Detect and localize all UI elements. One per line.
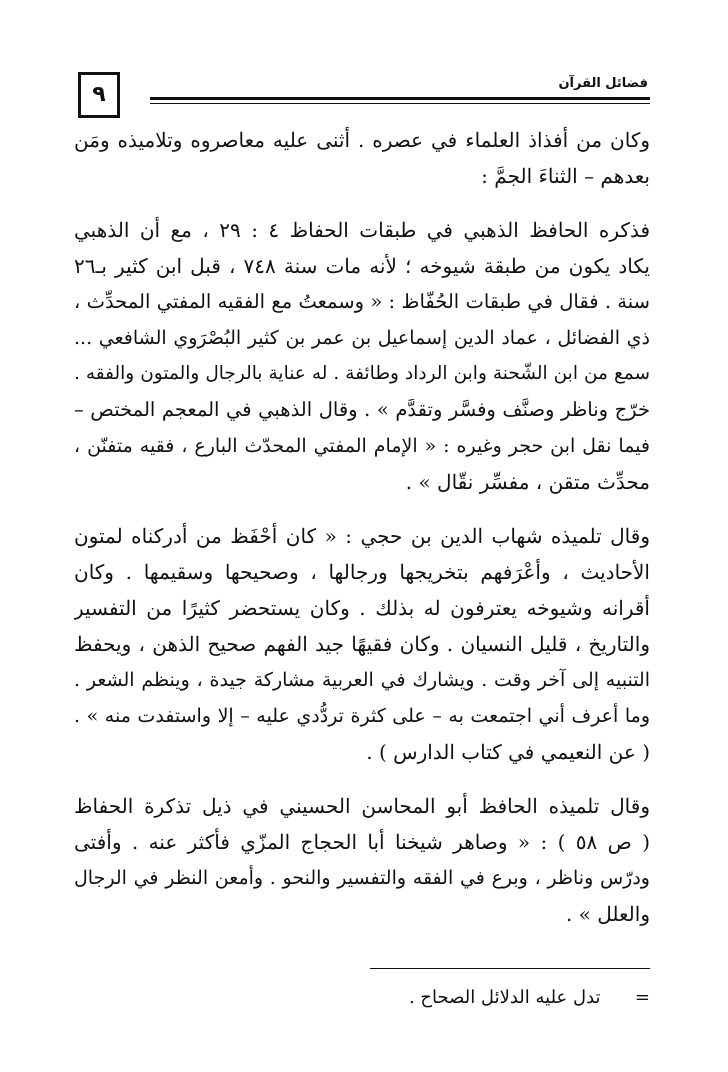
text-line: سنة . فقال في طبقات الحُفّاظ : « وسمعتُ مع الفقيه المفتي المحدِّث ، <box>74 290 650 313</box>
footnote <box>409 984 650 1012</box>
text-line: والعلل » . <box>565 902 650 926</box>
text-line: وقال تلميذه شهاب الدين بن حجي : « كان أحْفَظ من أدركناه لمتون <box>74 524 650 548</box>
text-line: فذكره الحافظ الذهبي في طبقات الحفاظ ٤ : ٢٩ ، مع أن الذهبي <box>74 218 650 242</box>
text-line: بعدهم – الثناءَ الجمَّ : <box>481 164 650 188</box>
body-text <box>74 122 650 932</box>
text-line: ( ص ٥٨ ) : « وصاهر شيخنا أبا الحجاج المزّي فأكثر عنه . وأفتى <box>74 830 650 854</box>
footnote-marker: = <box>634 987 650 1008</box>
paragraph <box>74 518 650 770</box>
text-line: محدِّث متقن ، مفسِّر نقّال » . <box>405 470 650 494</box>
header-rule-thick <box>150 97 650 100</box>
text-line: أقرانه وشيوخه يعترفون له بذلك . وكان يستحضر كثيرًا من التفسير <box>74 596 650 620</box>
text-line: والتاريخ ، قليل النسيان . وكان فقيهًا جيد الفهم صحيح الذهن ، ويحفظ <box>74 632 650 656</box>
paragraph <box>74 212 650 500</box>
text-line: ( عن النعيمي في كتاب الدارس ) . <box>366 740 650 764</box>
text-line: الأحاديث ، وأعْرَفهم بتخريجها ورجالها ، وصحيحها وسقيمها . وكان <box>74 560 650 584</box>
paragraph <box>74 788 650 932</box>
header-rule-thin <box>150 103 650 104</box>
text-line: خرّج وناظر وصنَّف وفسَّر وتقدَّم » . وقال الذهبي في المعجم المختص – <box>74 398 650 421</box>
text-line: سمع من ابن الشّحنة وابن الرداد وطائفة . له عناية بالرجال والمتون والفقه . <box>74 363 650 384</box>
text-line: فيما نقل ابن حجر وغيره : « الإمام المفتي المحدّث البارع ، فقيه متفنّن ، <box>74 435 650 457</box>
footnote-rule <box>370 968 650 969</box>
text-line: وقال تلميذه الحافظ أبو المحاسن الحسيني في ذيل تذكرة الحفاظ <box>74 794 650 818</box>
text-line: وما أعرف أني اجتمعت به – على كثرة تردُّدي عليه – إلا واستفدت منه » . <box>74 705 650 727</box>
page-number-box <box>78 72 120 118</box>
text-line: وكان من أفذاذ العلماء في عصره . أثنى عليه معاصروه وتلاميذه ومَن <box>74 128 650 152</box>
text-line: ذي الفضائل ، عماد الدين إسماعيل بن عمر بن كثير البُصْرَوي الشافعي ... <box>74 327 650 349</box>
text-line: ودرّس وناظر ، وبرع في الفقه والتفسير والنحو . وأمعن النظر في الرجال <box>74 867 650 889</box>
page-number: ٩ <box>92 82 106 107</box>
paragraph <box>74 122 650 194</box>
text-line: التنبيه إلى آخر وقت . ويشارك في العربية مشاركة جيدة ، وينظم الشعر . <box>74 669 650 691</box>
text-line: يكاد يكون من طبقة شيوخه ؛ لأنه مات سنة ٧٤٨ ، قبل ابن كثير بـ٢٦ <box>74 254 650 278</box>
running-title: فضائل القرآن <box>558 76 648 91</box>
page-header <box>0 0 728 125</box>
footnote-text: تدل عليه الدلائل الصحاح . <box>408 987 601 1008</box>
